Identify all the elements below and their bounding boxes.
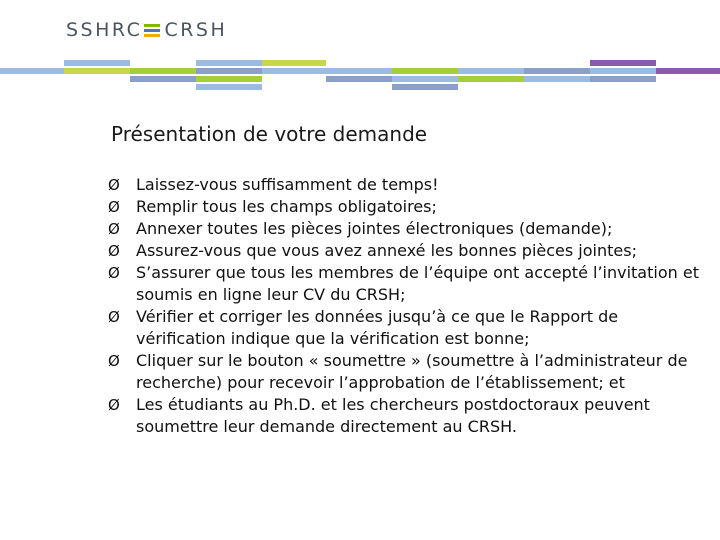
logo-mark-icon — [144, 22, 160, 38]
stripe-segment — [64, 68, 130, 74]
bullet-item — [108, 218, 708, 240]
stripe-segment — [196, 76, 262, 82]
bullet-text: Assurez-vous que vous avez annexé les bonnes pièces jointes; — [136, 241, 637, 260]
logo-right-text: CRSH — [164, 19, 228, 41]
bullet-text: Remplir tous les champs obligatoires; — [136, 197, 437, 216]
stripe-segment — [262, 68, 326, 74]
stripe-segment — [392, 76, 458, 82]
arrow-bullet-icon: Ø — [108, 352, 120, 370]
stripe-segment — [590, 76, 656, 82]
bullet-text: Annexer toutes les pièces jointes électroniques (demande); — [136, 219, 613, 238]
arrow-bullet-icon: Ø — [108, 264, 120, 282]
logo-left-text: SSHRC — [66, 19, 143, 41]
stripe-segment — [130, 76, 196, 82]
stripe-segment — [590, 60, 656, 66]
stripe-segment — [326, 68, 392, 74]
bullet-list — [108, 174, 708, 438]
bullet-item — [108, 350, 708, 394]
arrow-bullet-icon: Ø — [108, 396, 120, 414]
arrow-bullet-icon: Ø — [108, 198, 120, 216]
arrow-bullet-icon: Ø — [108, 308, 120, 326]
bullet-item — [108, 262, 708, 306]
stripe-segment — [590, 68, 656, 74]
bullet-text: S’assurer que tous les membres de l’équipe ont accepté l’invitation et soumis en ligne leur CV du CRSH; — [136, 263, 699, 304]
stripe-segment — [392, 68, 458, 74]
bullet-text: Cliquer sur le bouton « soumettre » (soumettre à l’administrateur de recherche) pour recevoir l’approbation de l’établissement; et — [136, 351, 688, 392]
bullet-text: Laissez-vous suffisamment de temps! — [136, 175, 439, 194]
stripe-segment — [656, 68, 720, 74]
stripe-segment — [458, 68, 524, 74]
arrow-bullet-icon: Ø — [108, 176, 120, 194]
bullet-item — [108, 394, 708, 438]
stripe-segment — [392, 84, 458, 90]
decorative-stripe-band — [0, 58, 720, 92]
arrow-bullet-icon: Ø — [108, 220, 120, 238]
stripe-segment — [458, 76, 524, 82]
stripe-segment — [524, 76, 590, 82]
stripe-segment — [196, 68, 262, 74]
bullet-item — [108, 196, 708, 218]
stripe-segment — [0, 68, 64, 74]
stripe-segment — [326, 76, 392, 82]
bullet-item — [108, 174, 708, 196]
bullet-item — [108, 240, 708, 262]
arrow-bullet-icon: Ø — [108, 242, 120, 260]
bullet-text: Vérifier et corriger les données jusqu’à ce que le Rapport de vérification indique que la vérification est bonne; — [136, 307, 619, 348]
stripe-segment — [64, 60, 130, 66]
stripe-segment — [130, 68, 196, 74]
stripe-segment — [524, 68, 590, 74]
stripe-segment — [262, 60, 326, 66]
stripe-segment — [196, 60, 262, 66]
bullet-text: Les étudiants au Ph.D. et les chercheurs postdoctoraux peuvent soumettre leur demande directement au CRSH. — [136, 395, 650, 436]
stripe-segment — [196, 84, 262, 90]
bullet-item — [108, 306, 708, 350]
sshrc-crsh-logo — [66, 18, 227, 42]
slide-title: Présentation de votre demande — [111, 122, 428, 146]
